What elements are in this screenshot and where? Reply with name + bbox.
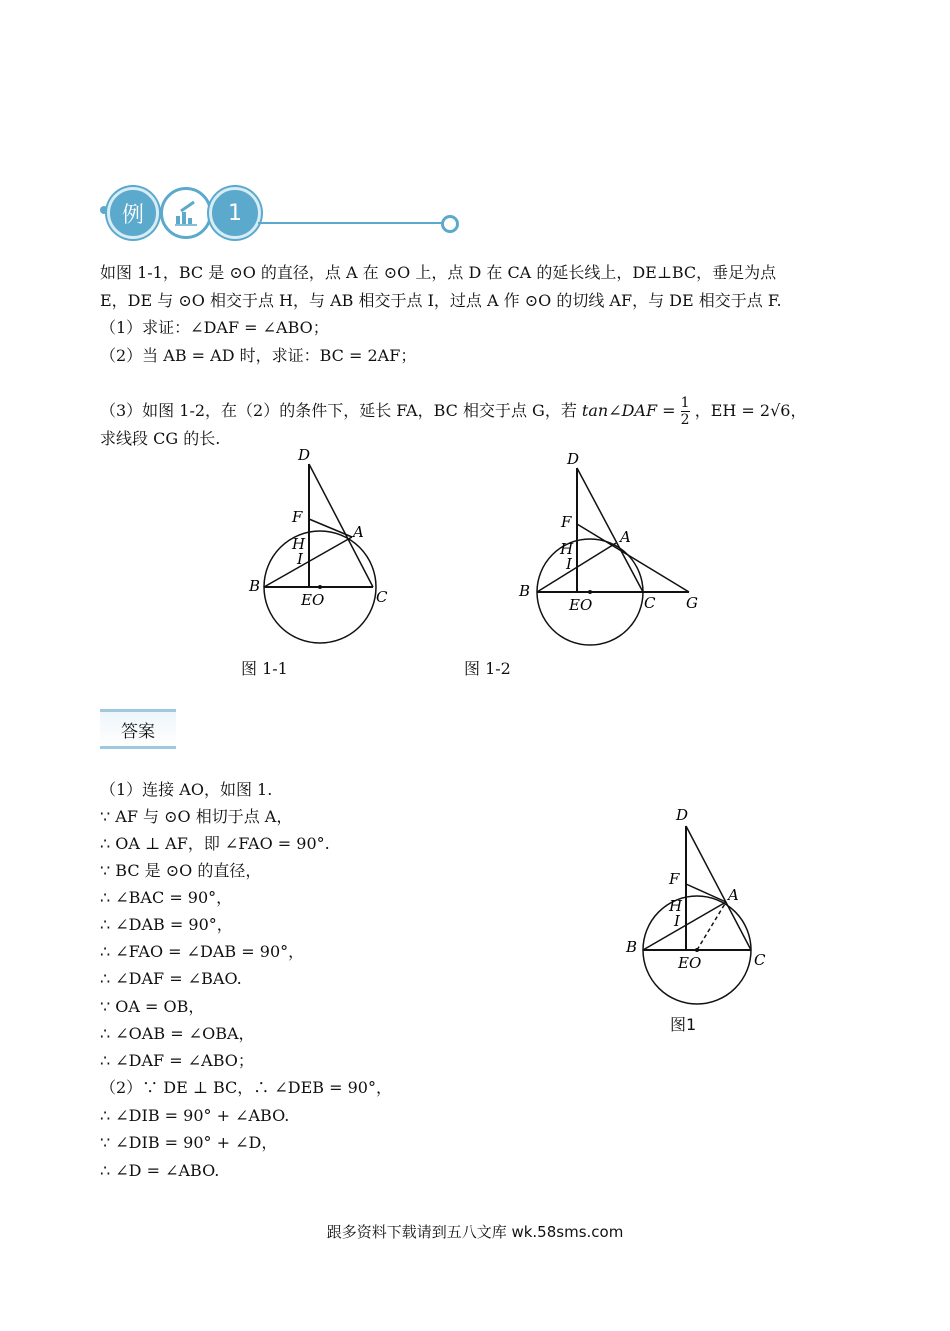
pencil-chart-icon	[160, 187, 212, 239]
answer-line: ∴ ∠FAO = ∠DAB = 90°，	[100, 942, 305, 961]
fig2-label-h: H	[560, 540, 574, 558]
fig1-label-a: A	[353, 523, 364, 541]
answer-line: ∵ BC 是 ⊙O 的直径，	[100, 861, 262, 880]
fraction-one-half	[681, 395, 690, 428]
question-line-2: E，DE 与 ⊙O 相交于点 H，与 AB 相交于点 I，过点 A 作 ⊙O 的切线 AF，与 DE 相交于点 F.	[100, 291, 782, 310]
answer-line: ∴ ∠DIB = 90° + ∠ABO.	[100, 1106, 290, 1125]
answer-tag: 答案	[100, 709, 176, 749]
question-part-1: （1）求证：∠DAF = ∠ABO；	[100, 318, 329, 337]
fig1-label-c: C	[376, 588, 388, 606]
answer-line: ∴ ∠BAC = 90°，	[100, 888, 233, 907]
fig2-label-d: D	[567, 450, 580, 468]
fig3-line-ao-dashed	[697, 902, 726, 950]
figure-1-1-caption: 图 1-1	[241, 659, 288, 678]
fig1-label-eo: EO	[301, 591, 325, 609]
fig2-label-b: B	[519, 582, 531, 600]
fig2-label-a: A	[620, 528, 631, 546]
footer-text: 跟多资料下载请到五八文库 wk.58sms.com	[326, 1223, 624, 1241]
fig3-label-d: D	[676, 806, 689, 824]
answer-line: ∵ OA = OB，	[100, 997, 205, 1016]
answer-line: ∴ ∠D = ∠ABO.	[100, 1161, 220, 1180]
fig2-label-g: G	[686, 594, 698, 612]
answer-line: （2）∵ DE ⊥ BC，∴ ∠DEB = 90°，	[100, 1078, 392, 1097]
fig2-label-c: C	[644, 594, 656, 612]
fig3-line-ba	[643, 902, 726, 950]
fig2-label-f: F	[561, 513, 572, 531]
question-line-1: 如图 1-1，BC 是 ⊙O 的直径，点 A 在 ⊙O 上，点 D 在 CA 的延长线上，DE⊥BC，垂足为点	[100, 263, 777, 282]
fig1-line-fa	[309, 519, 352, 537]
figure-1-2-caption: 图 1-2	[464, 659, 511, 678]
fig3-label-i: I	[674, 912, 680, 930]
tan-expression: tan∠DAF =	[581, 401, 676, 420]
fig3-label-eo: EO	[678, 954, 702, 972]
example-char-badge	[107, 187, 159, 239]
header-ring	[441, 215, 459, 233]
fig1-label-d: D	[298, 446, 311, 464]
answer-line: ∴ ∠DAF = ∠BAO.	[100, 969, 242, 988]
figure-1-2	[512, 444, 712, 654]
fig3-label-h: H	[669, 897, 683, 915]
fraction-numerator: 1	[680, 395, 690, 411]
fig3-line-fa	[686, 884, 726, 902]
fig3-center-dot	[695, 948, 699, 952]
fig3-label-f: F	[669, 870, 680, 888]
fig2-label-eo: EO	[569, 596, 593, 614]
example-char: 例	[121, 202, 144, 228]
answer-line: ∴ ∠DAB = 90°，	[100, 915, 233, 934]
fig1-label-h: H	[292, 535, 306, 553]
example-number: 1	[228, 200, 242, 226]
answer-line: ∵ AF 与 ⊙O 相切于点 A，	[100, 807, 293, 826]
answer-line: ∴ ∠DAF = ∠ABO；	[100, 1051, 254, 1070]
answer-line: ∵ ∠DIB = 90° + ∠D，	[100, 1133, 278, 1152]
fig1-label-f: F	[292, 508, 303, 526]
fig1-label-i: I	[297, 550, 303, 568]
fig3-label-a: A	[728, 886, 739, 904]
figure-1-1	[240, 440, 400, 650]
fig1-label-b: B	[249, 577, 261, 595]
figure-answer-1	[620, 800, 780, 1040]
question-part-2: （2）当 AB = AD 时，求证：BC = 2AF；	[100, 346, 417, 365]
header-line	[258, 222, 442, 224]
fig2-center-dot	[588, 590, 592, 594]
question-part-3	[100, 395, 880, 428]
fig3-label-b: B	[626, 938, 638, 956]
question-part-3b: 求线段 CG 的长.	[100, 429, 221, 448]
answer-line: ∴ OA ⊥ AF，即 ∠FAO = 90°.	[100, 834, 330, 853]
figure-answer-1-caption: 图1	[670, 1015, 697, 1034]
example-number-badge	[209, 187, 261, 239]
fig2-line-fg	[577, 524, 689, 592]
answer-line: ∴ ∠OAB = ∠OBA，	[100, 1024, 255, 1043]
eh-expression: ，EH = 2√6，	[694, 401, 807, 420]
question-part-3a: （3）如图 1-2，在（2）的条件下，延长 FA，BC 相交于点 G，若	[100, 401, 577, 420]
fig2-label-i: I	[566, 555, 572, 573]
fraction-denominator: 2	[680, 412, 690, 428]
fig1-center-dot	[318, 585, 322, 589]
answer-line: （1）连接 AO，如图 1.	[100, 780, 273, 799]
fig3-label-c: C	[754, 951, 766, 969]
